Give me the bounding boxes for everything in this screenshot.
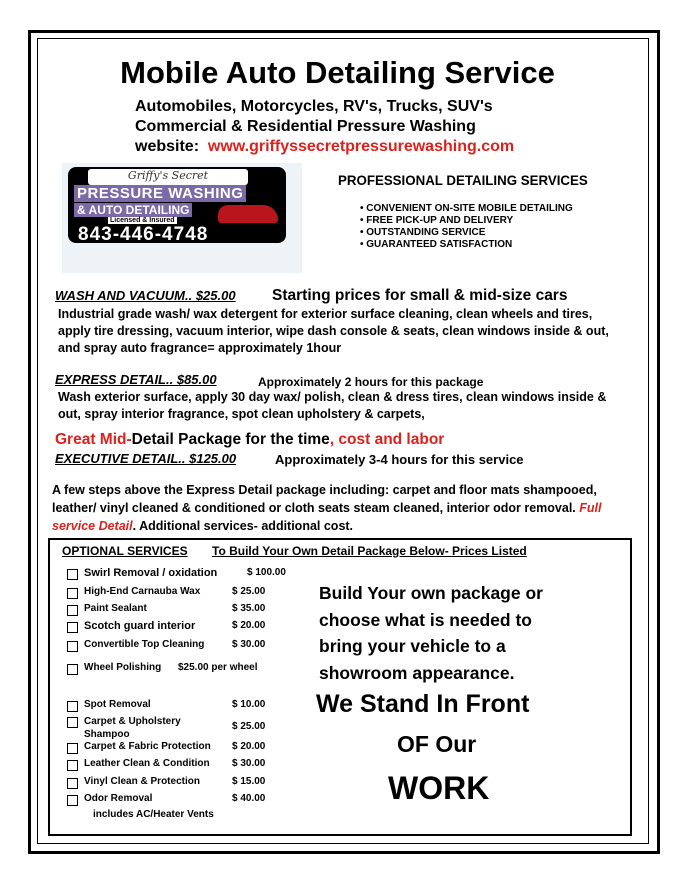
midline-c: , cost and labor	[329, 431, 445, 448]
service-label: Wheel Polishing	[84, 662, 162, 673]
service-price: $ 25.00	[232, 586, 266, 597]
service-price: $ 30.00	[232, 639, 266, 650]
website-link[interactable]: www.griffyssecretpressurewashing.com	[207, 138, 515, 155]
service-checkbox[interactable]	[67, 760, 78, 771]
stand-line1: We Stand In Front	[316, 690, 530, 718]
service-price: $ 15.00	[232, 776, 266, 787]
pitch-line: Build Your own package or	[319, 583, 543, 603]
service-price: $ 100.00	[247, 567, 286, 578]
pro-heading: PROFESSIONAL DETAILING SERVICES	[338, 172, 588, 188]
package-executive-desc: A few steps above the Express Detail package including: carpet and floor mats shampooed, leather/ vinyl cleaned & conditioned or cloth seats steam cleaned, interior odor removal.	[52, 483, 597, 515]
logo-line1: PRESSURE WASHING	[74, 185, 246, 202]
pitch-line: bring your vehicle to a	[319, 636, 506, 656]
midline-a: Great Mid-	[55, 431, 132, 448]
car-icon	[218, 205, 278, 223]
service-price: $ 35.00	[232, 603, 266, 614]
package-express-note: Approximately 2 hours for this package	[258, 375, 484, 389]
odor-note: includes AC/Heater Vents	[93, 809, 214, 820]
service-checkbox[interactable]	[67, 795, 78, 806]
service-label: Scotch guard interior	[84, 620, 196, 632]
service-price: $ 40.00	[232, 793, 266, 804]
logo-licensed: Licensed & Insured	[110, 217, 175, 224]
phone-number: 843-446-4748	[78, 224, 209, 245]
pitch-line: showroom appearance.	[319, 662, 515, 683]
service-label: Odor Removal	[84, 793, 153, 804]
service-price: $ 20.00	[232, 620, 266, 631]
package-wash-note: Starting prices for small & mid-size cars	[272, 287, 568, 304]
logo-script: Griffy's Secret	[88, 169, 248, 185]
service-price: $ 10.00	[232, 699, 266, 710]
service-price: $ 30.00	[232, 758, 266, 769]
stand-line2: OF Our	[397, 731, 477, 757]
service-checkbox[interactable]	[67, 717, 78, 728]
pro-bullet: • GUARANTEED SATISFACTION	[360, 239, 513, 250]
company-logo	[62, 163, 302, 273]
package-express-desc: Wash exterior surface, apply 30 day wax/ polish, clean & dress tires, clean windows inside & out, spray interior fragrance, spot clean upholstery & carpets,	[58, 390, 607, 421]
service-label: Spot Removal	[84, 699, 151, 710]
full-service-note: Full service Detail	[52, 501, 602, 533]
service-checkbox[interactable]	[67, 569, 78, 580]
service-checkbox[interactable]	[67, 588, 78, 599]
logo-line2: & AUTO DETAILING	[74, 203, 192, 217]
pro-bullet: • OUTSTANDING SERVICE	[360, 227, 486, 238]
service-checkbox[interactable]	[67, 664, 78, 675]
pitch-line: choose what is needed to	[319, 609, 532, 630]
service-label: Leather Clean & Condition	[84, 758, 210, 769]
package-executive-desc-end: . Additional services- additional cost.	[132, 519, 354, 533]
package-express-title: EXPRESS DETAIL.. $85.00	[55, 372, 217, 387]
subtitle-pressure: Commercial & Residential Pressure Washing	[135, 118, 476, 135]
service-checkbox[interactable]	[67, 641, 78, 652]
package-executive-note: Approximately 3-4 hours for this service	[275, 452, 524, 467]
page-title: Mobile Auto Detailing Service	[120, 55, 555, 90]
service-label: Carpet & Fabric Protection	[84, 741, 211, 752]
service-price: $ 25.00	[232, 721, 266, 732]
package-wash-desc: Industrial grade wash/ wax detergent for exterior surface cleaning, clean wheels and tires, apply tire dressing, vacuum interior, wipe dash console & seats, clean windows inside & out, and spray auto fragrance= approximately 1hour	[58, 307, 609, 355]
stand-line3: WORK	[388, 770, 490, 806]
optional-subheading: To Build Your Own Detail Package Below- Prices Listed	[212, 544, 527, 558]
service-checkbox[interactable]	[67, 743, 78, 754]
service-label: Carpet & Upholstery Shampoo	[84, 716, 181, 740]
service-checkbox[interactable]	[67, 622, 78, 633]
pitch-text	[319, 580, 543, 686]
service-checkbox[interactable]	[67, 701, 78, 712]
midline-b: Detail Package for the time	[131, 431, 330, 448]
package-executive-title: EXECUTIVE DETAIL.. $125.00	[55, 451, 237, 466]
service-label: Paint Sealant	[84, 603, 147, 614]
subtitle-vehicles: Automobiles, Motorcycles, RV's, Trucks, SUV's	[135, 98, 493, 115]
optional-heading: OPTIONAL SERVICES	[62, 544, 188, 558]
package-wash-title: WASH AND VACUUM.. $25.00	[55, 288, 236, 303]
service-checkbox[interactable]	[67, 605, 78, 616]
service-checkbox[interactable]	[67, 778, 78, 789]
service-label: Convertible Top Cleaning	[84, 639, 205, 650]
service-label: Swirl Removal / oxidation	[84, 567, 218, 579]
service-price: $ 20.00	[232, 741, 266, 752]
service-price: $25.00 per wheel	[178, 662, 258, 673]
pro-bullet: • FREE PICK-UP AND DELIVERY	[360, 215, 514, 226]
pro-bullet: • CONVENIENT ON-SITE MOBILE DETAILING	[360, 203, 573, 214]
service-label: High-End Carnauba Wax	[84, 586, 201, 597]
service-label: Vinyl Clean & Protection	[84, 776, 200, 787]
website-label: website:	[135, 138, 200, 155]
